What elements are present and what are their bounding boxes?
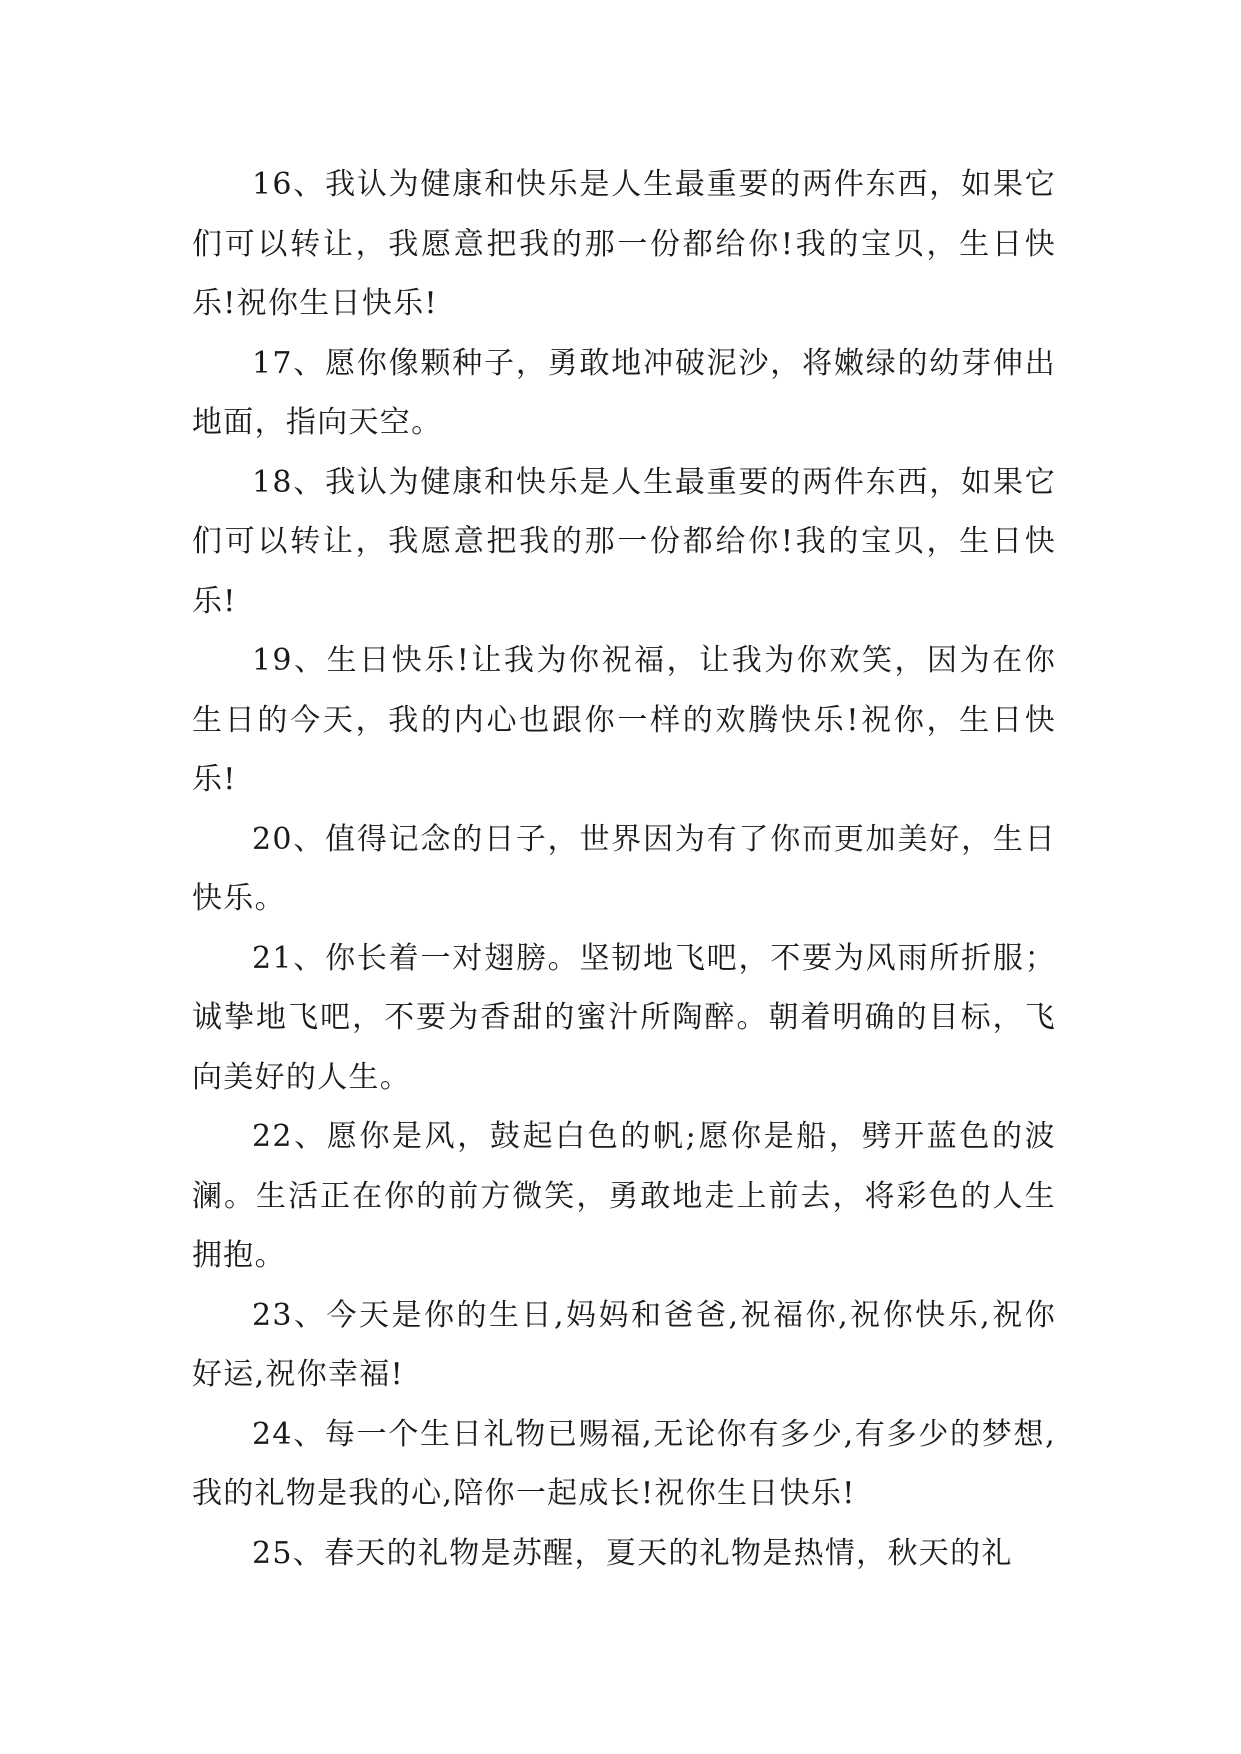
paragraph-20: 20、值得记念的日子，世界因为有了你而更加美好，生日快乐。 [192,821,1056,916]
paragraph-18: 18、我认为健康和快乐是人生最重要的两件东西，如果它们可以转让，我愿意把我的那一份都给你!我的宝贝，生日快乐! [192,464,1056,619]
paragraph-16: 16、我认为健康和快乐是人生最重要的两件东西，如果它们可以转让，我愿意把我的那一份都给你!我的宝贝，生日快乐!祝你生日快乐! [192,167,1056,321]
paragraph-25: 25、春天的礼物是苏醒，夏天的礼物是热情，秋天的礼 [252,1535,1013,1571]
paragraph-17: 17、愿你像颗种子，勇敢地冲破泥沙，将嫩绿的幼芽伸出地面，指向天空。 [192,345,1056,440]
paragraph-21: 21、你长着一对翅膀。坚韧地飞吧，不要为风雨所折服；诚挚地飞吧，不要为香甜的蜜汁所陶醉。朝着明确的目标，飞向美好的人生。 [192,940,1056,1095]
paragraph-24: 24、每一个生日礼物已赐福,无论你有多少,有多少的梦想,我的礼物是我的心,陪你一起成长!祝你生日快乐! [192,1416,1056,1511]
document-body [192,155,1056,1583]
paragraph-19: 19、生日快乐!让我为你祝福，让我为你欢笑，因为在你生日的今天，我的内心也跟你一样的欢腾快乐!祝你，生日快乐! [192,643,1056,797]
paragraph-23: 23、今天是你的生日,妈妈和爸爸,祝福你,祝你快乐,祝你好运,祝你幸福! [192,1297,1056,1392]
paragraph-22: 22、愿你是风，鼓起白色的帆;愿你是船，劈开蓝色的波澜。生活正在你的前方微笑，勇敢地走上前去，将彩色的人生拥抱。 [192,1119,1056,1273]
